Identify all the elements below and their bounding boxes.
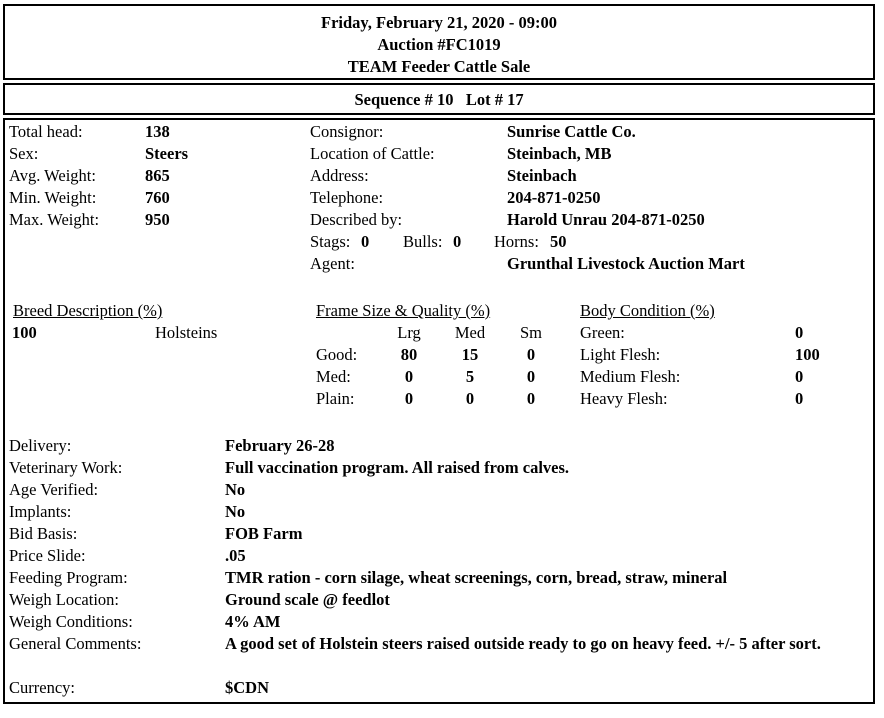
sale-name: TEAM Feeder Cattle Sale xyxy=(347,57,531,76)
delivery-value: February 26-28 xyxy=(225,436,335,455)
body-light-value: 100 xyxy=(795,345,820,364)
body-condition-title: Body Condition (%) xyxy=(580,301,715,320)
age-verified-value: No xyxy=(225,480,246,499)
max-weight-label: Max. Weight: xyxy=(9,210,100,229)
max-weight-value: 950 xyxy=(145,210,170,229)
feeding-program-value: TMR ration - corn silage, wheat screenings, corn, bread, straw, mineral xyxy=(225,568,728,587)
general-comments-value: A good set of Holstein steers raised outside ready to go on heavy feed. +/- 5 after sort. xyxy=(225,634,821,653)
currency-value: $CDN xyxy=(225,678,269,697)
stags-value: 0 xyxy=(361,232,370,251)
body-green-value: 0 xyxy=(795,323,804,342)
frame-size-title: Frame Size & Quality (%) xyxy=(316,301,491,320)
frame-plain-med: 0 xyxy=(465,389,475,408)
sequence-box xyxy=(3,83,875,115)
avg-weight-value: 865 xyxy=(145,166,170,185)
location-value: Steinbach, MB xyxy=(507,144,612,163)
breed-description-title: Breed Description (%) xyxy=(13,301,163,320)
consignor-label: Consignor: xyxy=(310,122,384,141)
vet-work-value: Full vaccination program. All raised from calves. xyxy=(225,458,570,477)
body-medium-value: 0 xyxy=(795,367,804,386)
frame-col-sm: Sm xyxy=(519,323,542,342)
auction-date: Friday, February 21, 2020 - 09:00 xyxy=(320,13,558,32)
total-head-value: 138 xyxy=(145,122,170,141)
described-by-value: Harold Unrau 204-871-0250 xyxy=(507,210,705,229)
frame-med-sm: 0 xyxy=(526,367,536,386)
sequence-lot: Sequence # 10 Lot # 17 xyxy=(354,90,524,109)
price-slide-label: Price Slide: xyxy=(9,546,86,565)
frame-good-med: 15 xyxy=(461,345,479,364)
weigh-location-value: Ground scale @ feedlot xyxy=(225,590,390,609)
min-weight-label: Min. Weight: xyxy=(9,188,97,207)
age-verified-label: Age Verified: xyxy=(9,480,99,499)
body-medium-label: Medium Flesh: xyxy=(580,367,681,386)
implants-label: Implants: xyxy=(9,502,72,521)
frame-good-sm: 0 xyxy=(526,345,536,364)
frame-col-med: Med xyxy=(454,323,486,342)
frame-plain-sm: 0 xyxy=(526,389,536,408)
general-comments-label: General Comments: xyxy=(9,634,142,653)
body-green-label: Green: xyxy=(580,323,625,342)
frame-med-lrg: 0 xyxy=(404,367,414,386)
agent-label: Agent: xyxy=(310,254,355,273)
body-light-label: Light Flesh: xyxy=(580,345,661,364)
consignor-value: Sunrise Cattle Co. xyxy=(507,122,636,141)
breed-percent: 100 xyxy=(12,323,37,342)
bid-basis-value: FOB Farm xyxy=(225,524,303,543)
vet-work-label: Veterinary Work: xyxy=(9,458,123,477)
body-heavy-value: 0 xyxy=(795,389,804,408)
implants-value: No xyxy=(225,502,246,521)
delivery-label: Delivery: xyxy=(9,436,72,455)
address-label: Address: xyxy=(310,166,369,185)
weigh-conditions-value: 4% AM xyxy=(225,612,281,631)
stags-label: Stags: xyxy=(310,232,351,251)
bid-basis-label: Bid Basis: xyxy=(9,524,78,543)
header-box xyxy=(3,4,875,80)
price-slide-value: .05 xyxy=(225,546,246,565)
location-label: Location of Cattle: xyxy=(310,144,435,163)
sex-value: Steers xyxy=(145,144,189,163)
described-by-label: Described by: xyxy=(310,210,403,229)
agent-value: Grunthal Livestock Auction Mart xyxy=(507,254,745,273)
breed-name: Holsteins xyxy=(155,323,218,342)
telephone-value: 204-871-0250 xyxy=(507,188,601,207)
telephone-label: Telephone: xyxy=(310,188,384,207)
bulls-value: 0 xyxy=(453,232,462,251)
total-head-label: Total head: xyxy=(9,122,83,141)
feeding-program-label: Feeding Program: xyxy=(9,568,128,587)
weigh-location-label: Weigh Location: xyxy=(9,590,120,609)
horns-value: 50 xyxy=(550,232,567,251)
address-value: Steinbach xyxy=(507,166,577,185)
frame-good-lrg: 80 xyxy=(400,345,418,364)
frame-row-good-label: Good: xyxy=(316,345,358,364)
min-weight-value: 760 xyxy=(145,188,170,207)
avg-weight-label: Avg. Weight: xyxy=(9,166,96,185)
frame-col-lrg: Lrg xyxy=(397,323,421,342)
body-heavy-label: Heavy Flesh: xyxy=(580,389,668,408)
bulls-label: Bulls: xyxy=(403,232,443,251)
horns-label: Horns: xyxy=(494,232,539,251)
weigh-conditions-label: Weigh Conditions: xyxy=(9,612,133,631)
frame-plain-lrg: 0 xyxy=(404,389,414,408)
frame-med-med: 5 xyxy=(465,367,475,386)
frame-row-plain-label: Plain: xyxy=(316,389,355,408)
currency-label: Currency: xyxy=(9,678,75,697)
sex-label: Sex: xyxy=(9,144,39,163)
lot-details-box xyxy=(3,118,875,704)
frame-row-med-label: Med: xyxy=(316,367,351,386)
auction-number: Auction #FC1019 xyxy=(377,35,501,54)
